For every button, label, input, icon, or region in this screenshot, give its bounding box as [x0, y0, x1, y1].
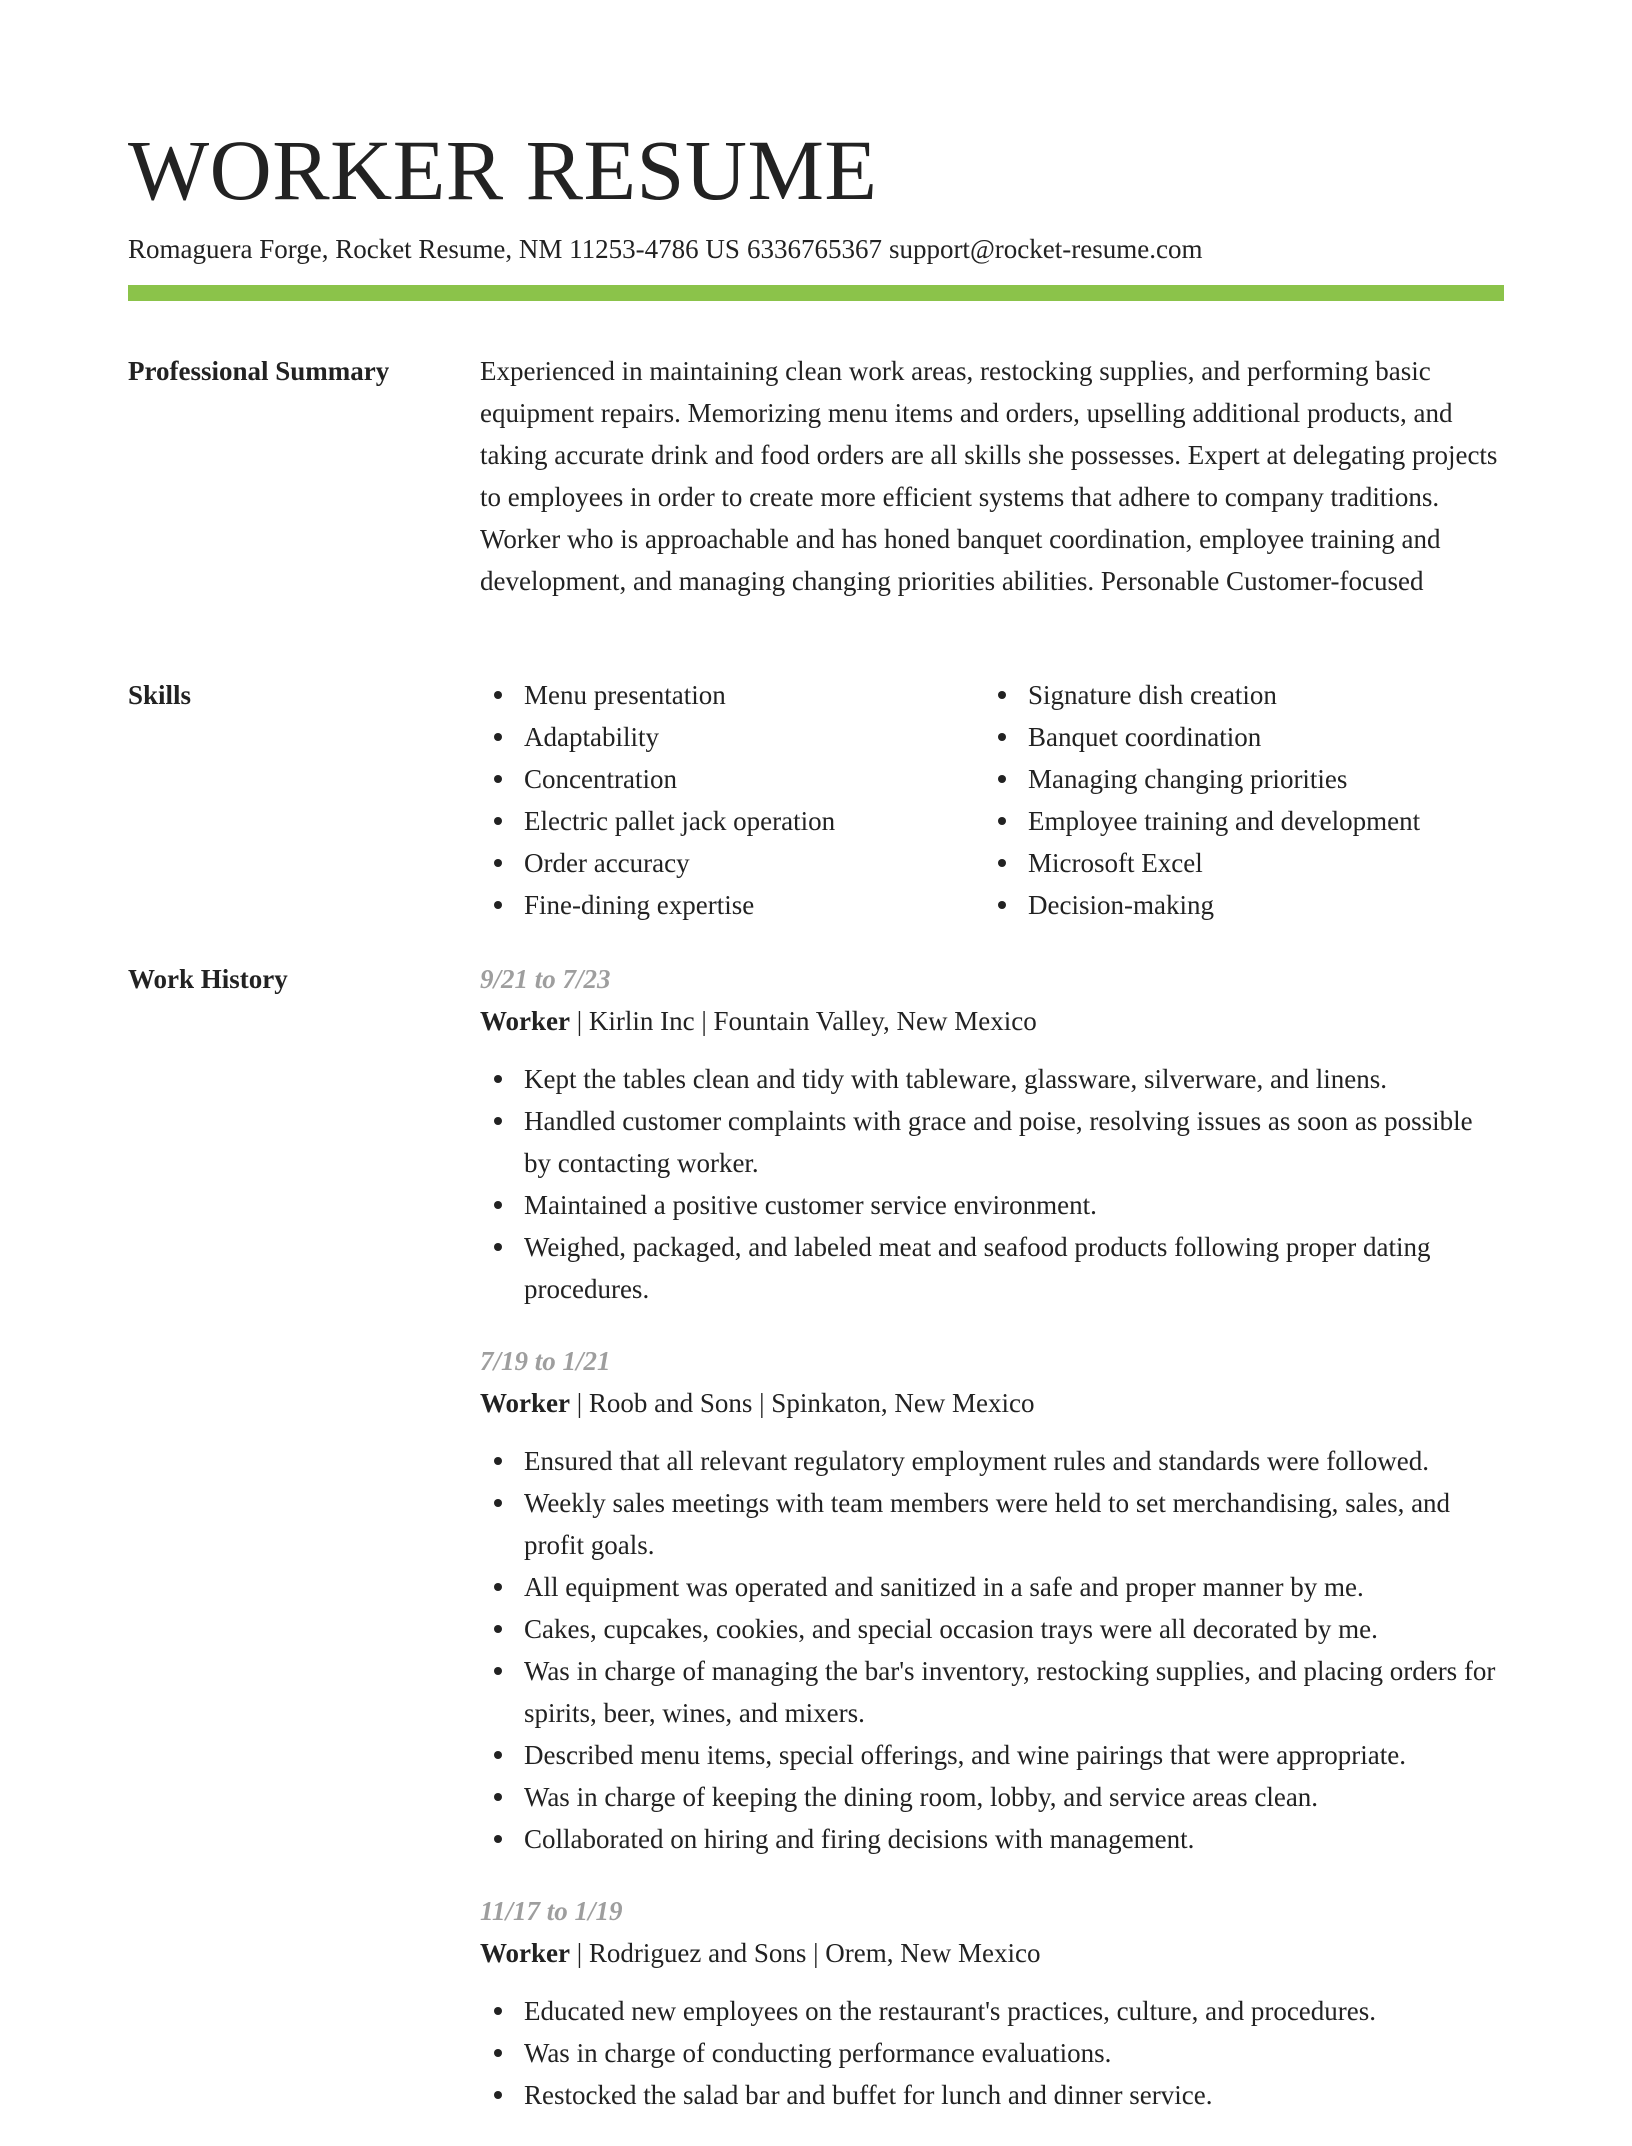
- job-bullet: Was in charge of keeping the dining room, lobby, and service areas clean.: [480, 1776, 1504, 1818]
- job-bullets: [480, 1440, 1504, 1860]
- summary-body: [480, 350, 1504, 602]
- skills-left-list: [480, 674, 984, 926]
- job-bullet: Weekly sales meetings with team members were held to set merchandising, sales, and profit goals.: [480, 1482, 1504, 1566]
- job-entry: [480, 1890, 1504, 2116]
- job-dates: 11/17 to 1/19: [480, 1896, 623, 1926]
- contact-address: Romaguera Forge, Rocket Resume, NM 11253-4786 US: [128, 234, 740, 264]
- header-divider: [128, 285, 1504, 301]
- resume-name: WORKER RESUME: [128, 122, 878, 218]
- skill-item: Menu presentation: [480, 674, 984, 716]
- job-bullet: Kept the tables clean and tidy with tableware, glassware, silverware, and linens.: [480, 1058, 1504, 1100]
- skill-item: Concentration: [480, 758, 984, 800]
- job-bullet: Restocked the salad bar and buffet for lunch and dinner service.: [480, 2074, 1504, 2116]
- summary-text: Experienced in maintaining clean work areas, restocking supplies, and performing basic equipment repairs. Memorizing menu items and orders, upselling additional products, and taking accurate drink and food orders are all skills she possesses. Expert at delegating projects to employees in order to create more efficient systems that adhere to company traditions. Worker who is approachable and has honed banquet coordination, employee training and development, and managing changing priorities abilities. Personable Customer-focused: [480, 356, 1498, 596]
- job-title: Worker: [480, 1006, 570, 1036]
- job-title-line: [480, 1382, 1504, 1424]
- skill-item: Decision-making: [984, 884, 1488, 926]
- job-title: Worker: [480, 1388, 570, 1418]
- skill-item: Managing changing priorities: [984, 758, 1488, 800]
- job-details: | Rodriguez and Sons | Orem, New Mexico: [569, 1938, 1041, 1968]
- job-bullet: Was in charge of conducting performance evaluations.: [480, 2032, 1504, 2074]
- job-bullet: Weighed, packaged, and labeled meat and seafood products following proper dating procedures.: [480, 1226, 1504, 1310]
- skill-item: Adaptability: [480, 716, 984, 758]
- skill-item: Electric pallet jack operation: [480, 800, 984, 842]
- skill-item: Signature dish creation: [984, 674, 1488, 716]
- job-bullets: [480, 1990, 1504, 2116]
- job-bullets: [480, 1058, 1504, 1310]
- job-bullet: Cakes, cupcakes, cookies, and special occasion trays were all decorated by me.: [480, 1608, 1504, 1650]
- job-bullet: Collaborated on hiring and firing decisions with management.: [480, 1818, 1504, 1860]
- skill-item: Employee training and development: [984, 800, 1488, 842]
- summary-label: Professional Summary: [128, 356, 390, 386]
- contact-line: [128, 229, 1209, 269]
- skill-item: Banquet coordination: [984, 716, 1488, 758]
- work-history-label: Work History: [128, 964, 288, 994]
- job-bullet: Described menu items, special offerings, and wine pairings that were appropriate.: [480, 1734, 1504, 1776]
- work-history-body: [480, 958, 1504, 2146]
- job-entry: [480, 958, 1504, 1310]
- job-details: | Roob and Sons | Spinkaton, New Mexico: [569, 1388, 1035, 1418]
- skill-item: Microsoft Excel: [984, 842, 1488, 884]
- skills-body: [480, 674, 1504, 926]
- contact-phone: 6336765367: [746, 234, 882, 264]
- skills-right-list: [984, 674, 1488, 926]
- job-bullet: Maintained a positive customer service environment.: [480, 1184, 1504, 1226]
- job-title: Worker: [480, 1938, 570, 1968]
- job-dates: 7/19 to 1/21: [480, 1346, 611, 1376]
- job-bullet: Was in charge of managing the bar's inventory, restocking supplies, and placing orders for spirits, beer, wines, and mixers.: [480, 1650, 1504, 1734]
- job-dates: 9/21 to 7/23: [480, 964, 611, 994]
- job-bullet: Educated new employees on the restaurant's practices, culture, and procedures.: [480, 1990, 1504, 2032]
- job-bullet: Ensured that all relevant regulatory employment rules and standards were followed.: [480, 1440, 1504, 1482]
- job-title-line: [480, 1932, 1504, 1974]
- job-title-line: [480, 1000, 1504, 1042]
- skill-item: Order accuracy: [480, 842, 984, 884]
- skill-item: Fine-dining expertise: [480, 884, 984, 926]
- skills-label: Skills: [128, 680, 192, 710]
- job-entry: [480, 1340, 1504, 1860]
- job-details: | Kirlin Inc | Fountain Valley, New Mexico: [569, 1006, 1037, 1036]
- job-bullet: All equipment was operated and sanitized in a safe and proper manner by me.: [480, 1566, 1504, 1608]
- job-bullet: Handled customer complaints with grace and poise, resolving issues as soon as possible by contacting worker.: [480, 1100, 1504, 1184]
- contact-email: support@rocket-resume.com: [888, 234, 1203, 264]
